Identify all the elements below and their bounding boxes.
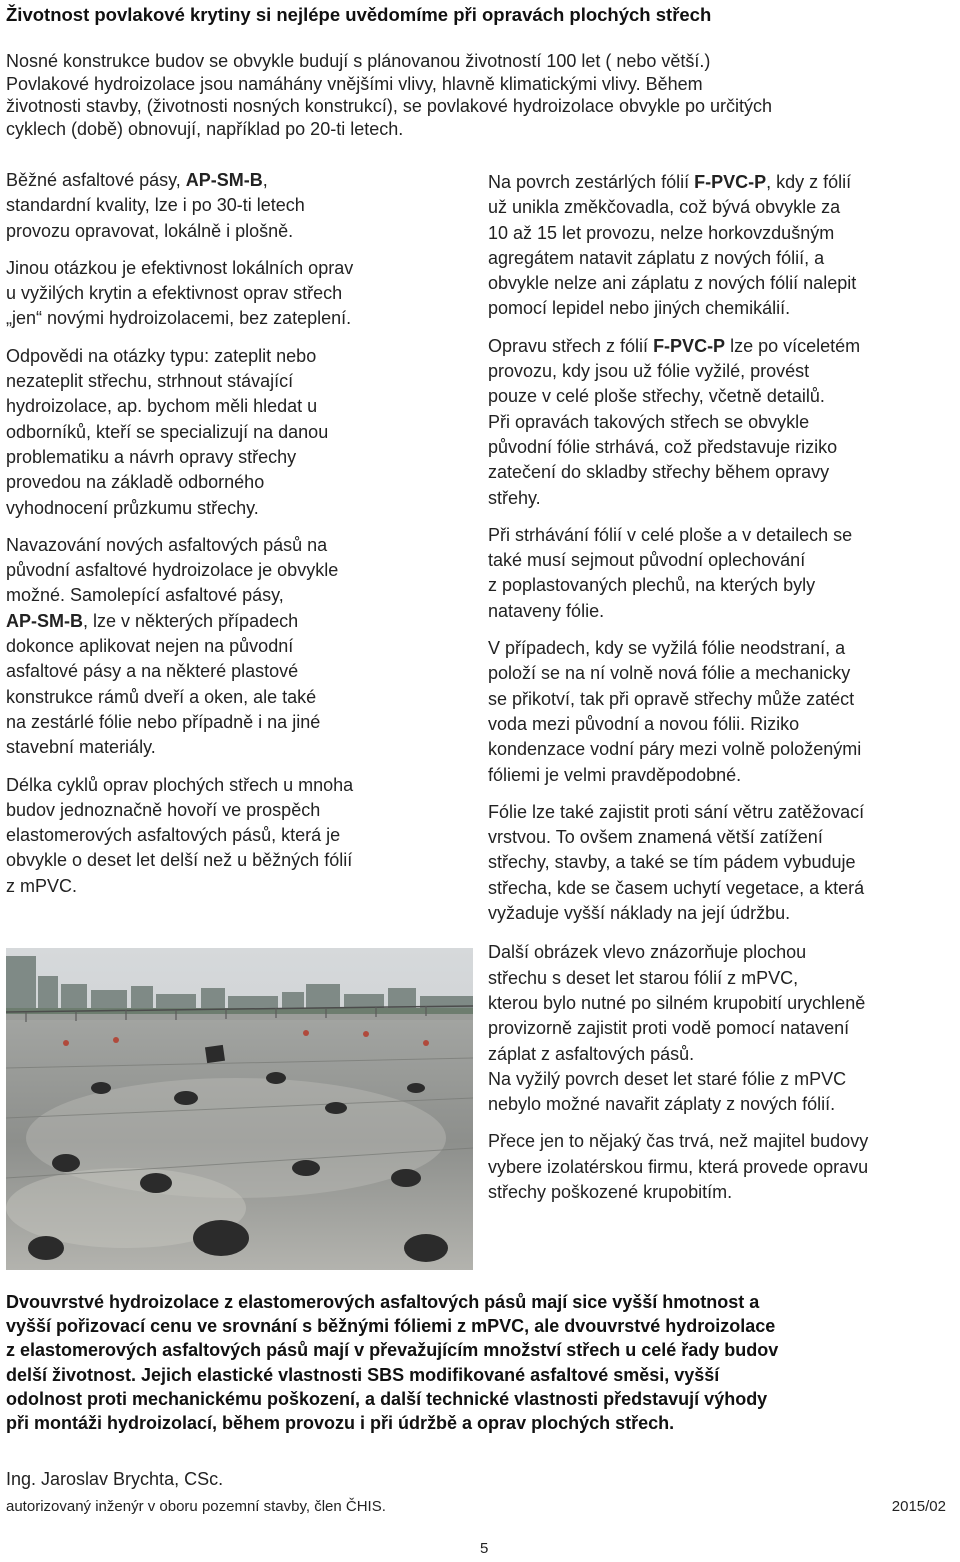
intro-line: cyklech (době) obnovují, například po 20-ti letech. [6,118,404,139]
paragraph: Při strhávání fólií v celé ploše a v detailech se také musí sejmout původní oplechování z poplastovaných plechů, na kterých byly nataveny fólie. [488,524,853,621]
intro-line: Nosné konstrukce budov se obvykle budují s plánovanou životností 100 let ( nebo větší.) [6,51,711,71]
author-affiliation: autorizovaný inženýr v oboru pozemní stavby, člen ČHIS. [6,1498,386,1515]
summary-paragraph: Dvouvrstvé hydroizolace z elastomerových asfaltových pásů mají sice vyšší hmotnost a vyšší pořizovací cenu ve srovnání s běžnými fóliemi z mPVC, ale dvouvrstvé hydroizolace z elastomerových asfaltových pásů mají v převažujícím množství střech u celé řady budov delší životnost. Jejich elastické vlastnosti SBS modifikované asfaltové směsi, vyšší odolnost proti mechanickému poškození, a další technické vlastnosti představují výhody při montáži hydroizolací, během provozu i při údržbě a oprav plochých střech. [6,1292,779,1434]
page-number: 5 [480,1540,489,1557]
paragraph: Opravu střech z fólií F-PVC-P lze po víceletém provozu, kdy jsou už fólie vyžilé, provést pouze v celé ploše střechy, včetně detailů. Při opravách takových střech se obvykle původní fólie strhává, což představuje riziko zatečení do skladby střechy během opravy střehy. [488,335,861,508]
paragraph: Fólie lze také zajistit proti sání větru zatěžovací vrstvou. To ovšem znamená větší zatížení střechy, stavby, a také se tím pádem vybuduje střecha, kde se časem uchytí vegetace, a která vyžaduje vyšší náklady na její údržbu. [488,801,865,924]
paragraph: Další obrázek vlevo znázorňuje plochou střechu s deset let starou fólií z mPVC, kterou bylo nutné po silném krupobití urychleně provizorně zajistit proti vodě pomocí natavení záplat z asfaltových pásů. Na vyžilý povrch deset let staré fólie z mPVC nebylo možné navařit záplaty z nových fólií. [488,942,866,1115]
right-column [488,170,954,1217]
left-column [6,168,471,911]
intro-line: Povlakové hydroizolace jsou namáhány vnějšími vlivy, hlavně klimatickými vlivy. Během [6,73,703,94]
product-code: F-PVC-P [653,335,726,356]
product-code: F-PVC-P [694,172,767,192]
paragraph: Běžné asfaltové pásy, AP-SM-B, standardní kvality, lze i po 30-ti letech provozu opravovat, lokálně i plošně. [6,170,305,241]
intro-paragraph [6,50,954,140]
paragraph: Jinou otázkou je efektivnost lokálních oprav u vyžilých krytin a efektivnost oprav střech „jen“ novými hydroizolacemi, bez zateplení. [6,257,354,329]
author-footer [6,1497,954,1517]
author-name: Ing. Jaroslav Brychta, CSc. [6,1469,224,1489]
roof-photo [6,948,473,1270]
article-title: Životnost povlakové krytiny si nejlépe uvědomíme při opravách plochých střech [6,4,712,25]
intro-line: životnosti stavby, (životnosti nosných konstrukcí), se povlakové hydroizolace obvykle po určitých [6,96,773,116]
paragraph: Na povrch zestárlých fólií F-PVC-P, kdy z fólií už unikla změkčovadla, což bývá obvykle za 10 až 15 let provozu, nelze horkovzdušným agregátem natavit záplatu z nových fólií, a obvykle nelze ani záplatu z nových fólií nalepit pomocí lepidel nebo jiných chemikálií. [488,172,857,319]
flat-roof-image [6,948,473,1270]
paragraph: Délka cyklů oprav plochých střech u mnoha budov jednoznačně hovoří ve prospěch elastomerových asfaltových pásů, která je obvykle o deset let delší než u běžných fólií z mPVC. [6,774,354,896]
document-page [6,2,954,1557]
paragraph: Odpovědi na otázky typu: zateplit nebo nezateplit střechu, strhnout stávající hydroizolace, ap. bychom měli hledat u odborníků, kteří se specializují na danou problematiku a návrh opravy střechy provedou na základě odborného vyhodnocení průzkumu střechy. [6,345,329,518]
paragraph: Navazování nových asfaltových pásů na původní asfaltové hydroizolace je obvykle možné. Samolepící asfaltové pásy, AP-SM-B, lze v některých případech dokonce aplikovat nejen na původní asfaltové pásy a na některé plastové konstrukce rámů dveří a oken, ale také na zestárlé fólie nebo případně i na jiné stavební materiály. [6,534,339,758]
product-code: AP-SM-B [185,170,263,190]
paragraph: Přece jen to nějaký čas trvá, než majitel budovy vybere izolatérskou firmu, která provede opravu střechy poškozené krupobitím. [488,1131,869,1202]
issue-number: 2015/02 [891,1498,946,1515]
paragraph: V případech, kdy se vyžilá fólie neodstraní, a položí se na ní volně nová fólie a mechanicky se přikotví, tak při opravě střechy může zatéct voda mezi původní a novou fólii. Riziko kondenzace vodní páry mezi volně položenými fóliemi je velmi pravděpodobné. [488,638,862,785]
product-code: AP-SM-B [6,610,83,631]
